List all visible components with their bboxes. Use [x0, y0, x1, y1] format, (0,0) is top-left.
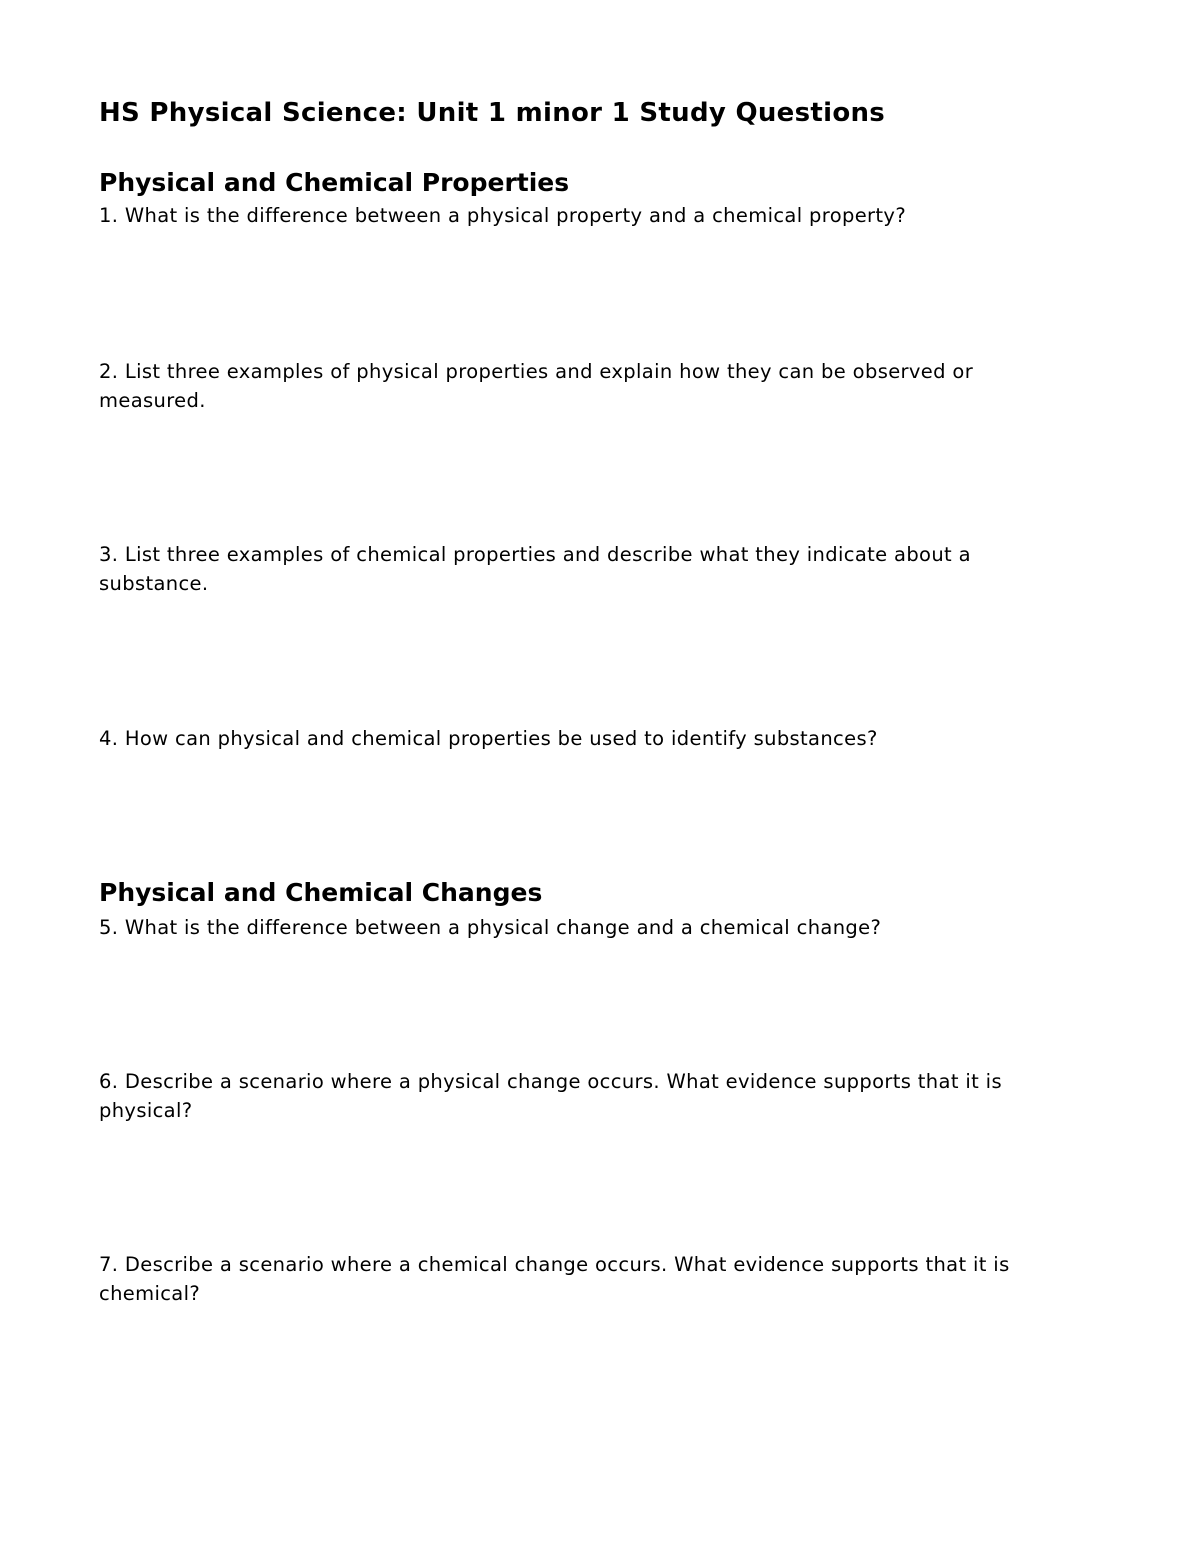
section-heading-properties: Physical and Chemical Properties [99, 168, 570, 197]
question-3: 3. List three examples of chemical properties and describe what they indicate about a substance. [99, 543, 971, 595]
question-2: 2. List three examples of physical properties and explain how they can be observed or measured. [99, 360, 974, 412]
question-4: 4. How can physical and chemical properties be used to identify substances? [99, 727, 878, 750]
question-7: 7. Describe a scenario where a chemical change occurs. What evidence supports that it is chemical? [99, 1253, 1010, 1305]
document-title: HS Physical Science: Unit 1 minor 1 Study Questions [99, 98, 886, 128]
question-5: 5. What is the difference between a physical change and a chemical change? [99, 916, 882, 939]
question-1: 1. What is the difference between a physical property and a chemical property? [99, 204, 907, 227]
question-6: 6. Describe a scenario where a physical change occurs. What evidence supports that it is physical? [99, 1070, 1002, 1122]
section-heading-changes: Physical and Chemical Changes [99, 878, 543, 907]
